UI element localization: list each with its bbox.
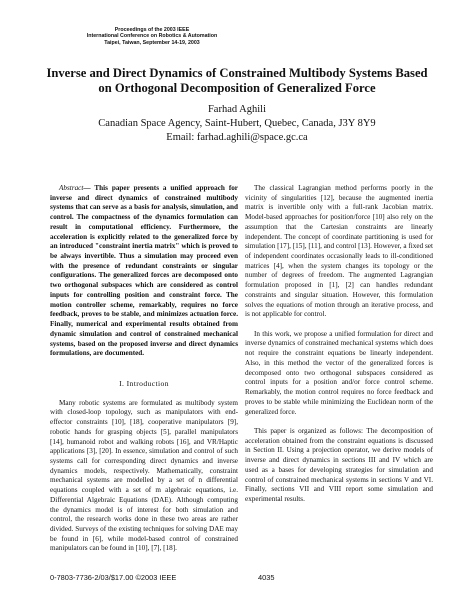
section-heading-introduction: I. Introduction <box>119 378 169 388</box>
proceedings-header <box>52 27 252 46</box>
abstract-dash: — <box>83 184 95 192</box>
right-paragraph-3: This paper is organized as follows: The decomposition of acceleration obtained from the constraint equations is discussed in Section II. Using a projection operator, we derive models of inverse and direct dynamics in sections III and IV which are used as a bases for developing strategies for simulation and control of constrained mechanical systems in sections V and VI. Finally, sections VII and VIII report some simulation and experimental results. <box>245 426 433 503</box>
author-affiliation: Canadian Space Agency, Saint-Hubert, Quebec, Canada, J3Y 8Y9 <box>98 117 376 129</box>
abstract <box>50 184 238 359</box>
proceedings-line-2: International Conference on Robotics & Automation <box>86 33 218 40</box>
author-block <box>30 103 444 144</box>
author-email: Email: farhad.aghili@space.gc.ca <box>166 131 308 143</box>
left-column <box>50 184 238 554</box>
paper-title-line-1: Inverse and Direct Dynamics of Constrained Multibody Systems Based <box>46 66 428 80</box>
paper-title <box>30 66 444 96</box>
abstract-label: Abstract <box>59 184 84 192</box>
proceedings-line-1: Proceedings of the 2003 IEEE <box>114 27 190 33</box>
right-column <box>245 184 433 505</box>
paper-title-line-2: on Orthogonal Decomposition of Generalized Force <box>98 81 376 95</box>
introduction-paragraph-1: Many robotic systems are formulated as multibody system with closed-loop topology, such as manipulators with end-effector constraints [10], [18], cooperative manipulators [9], robotic hands for grasping objects [5], parallel manipulators [14], humanoid robot and walking robots [16], and VR/Haptic applications [3], [20]. In essence, simulation and control of such systems call for corresponding direct dynamics and inverse dynamics models, respectively. Mathematically, constraint mechanical systems are modelled by a set of n differential equations coupled with a set of m algebraic equations, i.e. Differential Algebraic Equations (DAE). Although computing the dynamics model is of interest for both simulation and control, the research works done in these two areas are rather divided. Surveys of the existing techniques for solving DAE may be found in [6], while model-based control of constrained manipulators can be found in [10], [7], [18]. <box>50 398 238 553</box>
right-paragraph-1: The classical Lagrangian method performs poorly in the vicinity of singularities [12], because the augmented inertia matrix is invertible only with a full-rank Jacobian matrix. Model-based approaches for position/force [10] also rely on the assumption that the Cartesian constraints are linearly independent. The concept of coordinate partitioning is used for simulation [17], [15], [11], and control [13]. However, a fixed set of independent coordinates occasionally leads to ill-conditioned matrices [4], when the system changes its topology or the number of degrees of freedom. The augmented Lagrangian formulation proposed in [1], [2] can handles redundant constraints and singular situation. However, this formulation solves the equations of motion through an iterative process, and is not applicable for control. <box>245 184 433 319</box>
page-number: 4035 <box>258 573 275 582</box>
author-name: Farhad Aghili <box>207 104 267 115</box>
proceedings-line-3: Taipei, Taiwan, September 14-19, 2003 <box>104 39 200 46</box>
footer-copyright: 0-7803-7736-2/03/$17.00 ©2003 IEEE <box>50 573 177 582</box>
abstract-text: This paper presents a unified approach for inverse and direct dynamics of constrained multibody systems that can serve as a basis for analysis, simulation, and control. The compactness of the dynamics formulation can result in computational efficiency. Furthermore, the acceleration is explicitly related to the generalized force by an introduced "constraint inertia matrix" which is proved to be always invertible. Thus a simulation may proceed even with the presence of redundant constraints or singular configurations. The generalized forces are decomposed onto two orthogonal subspaces which are considered as control inputs for controlling position and constraint force. The motion controller scheme, remarkably, requires no force feedback, proves to be stable, and minimizes actuation force. Finally, numerical and experimental results obtained from dynamic simulation and control of constrained mechanical systems, based on the proposed inverse and direct dynamics formulations, are documented. <box>50 184 238 358</box>
right-paragraph-2: In this work, we propose a unified formulation for direct and inverse dynamics of constrained mechanical systems which does not require the constraint equations be linearly independent. Also, in this method the vector of the generalized forces is decomposed onto two orthogonal subspaces considered as control inputs for a position and/or force control scheme. Remarkably, the motion control requires no force feedback and proves to be stable while minimizing the Euclidean norm of the generalized force. <box>245 329 433 416</box>
